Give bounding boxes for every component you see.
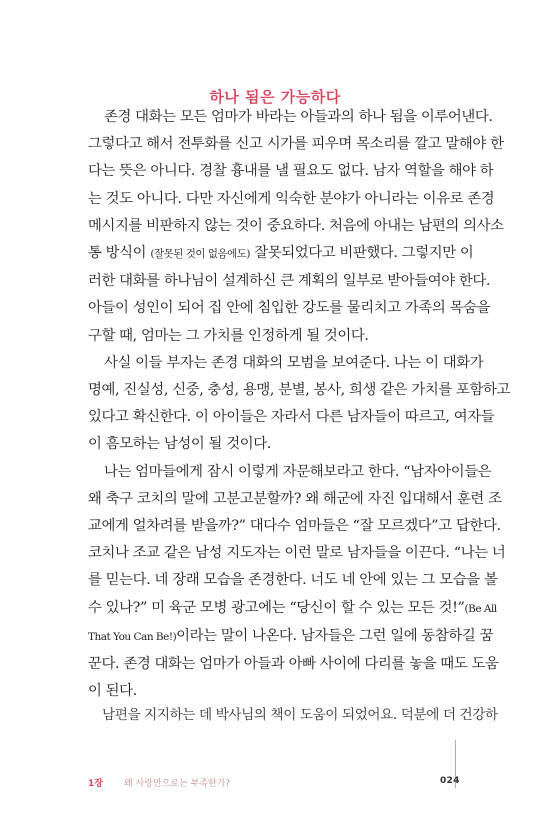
text-line: 를 믿는다. 네 장래 모습을 존경한다. 너도 네 안에 있는 그 모습을 볼 (88, 572, 498, 589)
text-run: 이라는 말이 나온다. 남자들은 그런 일에 동참하길 꿈 (176, 627, 494, 644)
text-line: 다는 뜻은 아니다. 경찰 흉내를 낼 필요도 없다. 남자 역할을 해야 하 (88, 163, 494, 180)
chapter-label: 1장 (88, 779, 103, 789)
text-line: 교에게 얼차려를 받을까?” 대다수 엄마들은 “잘 모르겠다”고 답한다. (88, 518, 501, 535)
body-text (88, 104, 511, 705)
text-line: 아들이 성인이 되어 집 안에 침입한 강도를 물리치고 가족의 목숨을 (88, 300, 491, 317)
text-line: 메시지를 비판하지 않는 것이 중요하다. 처음에 아내는 남편의 의사소 (88, 217, 504, 234)
text-line (88, 623, 494, 651)
text-line: 이 된다. (88, 683, 137, 700)
text-line: 사실 이들 부자는 존경 대화의 모범을 보여준다. 나는 이 대화가 (104, 354, 484, 371)
text-line: 그렇다고 해서 전투화를 신고 시가를 피우며 목소리를 깔고 말해야 한 (88, 136, 504, 153)
text-line: 존경 대화는 모든 엄마가 바라는 아들과의 하나 됨을 이루어낸다. (104, 109, 493, 125)
section-title: 하나 됨은 가능하다 (209, 88, 341, 106)
text-run: 통 방식이 (88, 245, 151, 262)
text-line: 코치나 조교 같은 남성 지도자는 이런 말로 남자들을 이끈다. “나는 너 (88, 545, 506, 562)
text-run: 수 있나?” 미 육군 모병 광고에는 “당신이 할 수 있는 모든 것!” (88, 599, 465, 616)
chapter-title: 왜 사랑만으로는 부족한가? (124, 779, 231, 789)
text-line: 있다고 확신한다. 이 아이들은 자라서 다른 남자들이 따르고, 여자들 (88, 409, 495, 426)
testimonial-quote: 남편을 지지하는 데 박사님의 책이 도움이 되었어요. 덕분에 더 건강하 (102, 707, 498, 723)
text-line (88, 595, 497, 623)
english-note: (Be All (464, 602, 497, 615)
text-line: 러한 대화를 하나님이 설계하신 큰 계획의 일부로 받아들여야 한다. (88, 273, 491, 290)
text-line: 구할 때, 엄마는 그 가치를 인정하게 될 것이다. (88, 327, 369, 344)
text-line: 꾼다. 존경 대화는 엄마가 아들과 아빠 사이에 다리를 놓을 때도 도움 (88, 656, 499, 673)
page-number: 024 (440, 776, 460, 786)
english-note: That You Can Be!) (88, 630, 177, 643)
text-line (88, 240, 474, 268)
text-run: 잘못되었다고 비판했다. 그렇지만 이 (250, 245, 474, 262)
text-line: 이 흠모하는 남성이 될 것이다. (88, 436, 271, 453)
text-line: 왜 축구 코치의 말에 고분고분할까? 왜 해군에 자진 입대해서 훈련 조 (88, 490, 502, 507)
parenthetical-note: (잘못된 것이 없음에도) (150, 248, 251, 261)
text-line: 는 것도 아니다. 다만 자신에게 익숙한 분야가 아니라는 이유로 존경 (88, 190, 495, 207)
text-line: 나는 엄마들에게 잠시 이렇게 자문해보라고 한다. “남자아이들은 (104, 463, 492, 480)
text-line: 명예, 진실성, 신중, 충성, 용맹, 분별, 봉사, 희생 같은 가치를 포함하고 (88, 382, 511, 399)
